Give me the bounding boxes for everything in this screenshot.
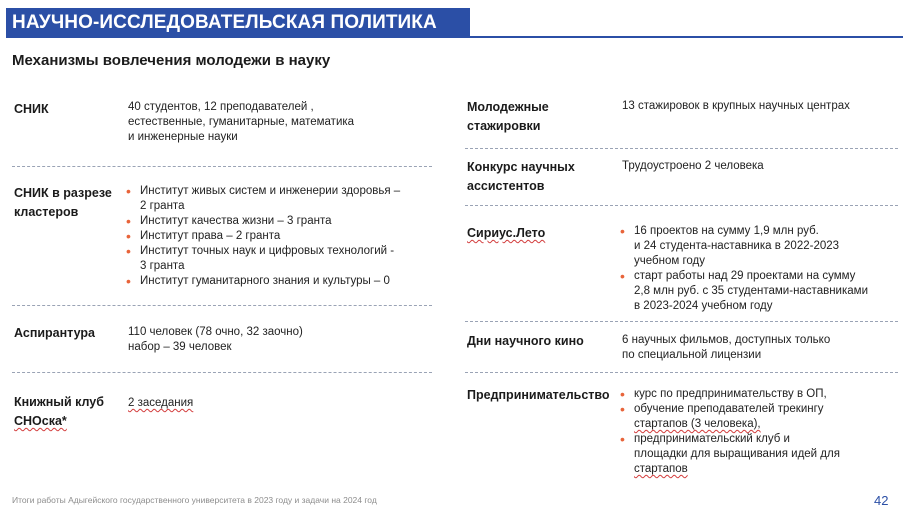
value-line: 6 научных фильмов, доступных только: [622, 334, 831, 346]
list-item-text: стартапов: [634, 463, 688, 475]
divider: [12, 305, 432, 306]
page-title: НАУЧНО-ИССЛЕДОВАТЕЛЬСКАЯ ПОЛИТИКА: [12, 12, 437, 33]
divider: [12, 372, 432, 373]
label-line: ассистентов: [467, 179, 545, 193]
label-line: Молодежные: [467, 100, 549, 114]
value-line: 110 человек (78 очно, 32 заочно): [128, 326, 303, 338]
snik-value-line: естественные, гуманитарные, математика: [128, 116, 355, 128]
section-subtitle: Механизмы вовлечения молодежи в науку: [12, 52, 331, 69]
aspirantura-value: [128, 325, 303, 355]
aspirantura-label: Аспирантура: [14, 326, 95, 340]
label-line: стажировки: [467, 119, 541, 133]
label-line: Книжный клуб: [14, 395, 104, 409]
label-line: СНОска*: [14, 414, 67, 428]
list-item-line: [634, 417, 840, 432]
snik-clusters-label: [14, 184, 112, 222]
entrepreneurship-label: Предпринимательство: [467, 388, 610, 402]
label-line: Конкурс научных: [467, 160, 575, 174]
list-item: [620, 387, 840, 402]
list-item-line: учебном году: [634, 255, 705, 267]
sirius-list: [620, 224, 868, 314]
list-item-line: в 2023-2024 учебном году: [634, 300, 773, 312]
list-item: [126, 184, 400, 214]
list-item: [620, 402, 840, 432]
book-club-value: [128, 396, 193, 411]
assistants-label: [467, 158, 575, 196]
list-item: [620, 432, 840, 477]
internships-value: 13 стажировок в крупных научных центрах: [622, 100, 850, 112]
list-item-line: 2 гранта: [140, 200, 185, 212]
list-item: [126, 214, 400, 229]
divider: [465, 205, 898, 206]
list-item-line: и 24 студента-наставника в 2022-2023: [634, 240, 840, 252]
title-underline: [470, 36, 903, 38]
value-line: набор – 39 человек: [128, 341, 232, 353]
divider: [465, 372, 898, 373]
list-item-line: • обучение преподавателей трекингу: [634, 403, 824, 415]
list-item-line: • Институт гуманитарного знания и культуры – 0: [140, 275, 390, 287]
sirius-label: [467, 224, 545, 243]
list-item-line: • старт работы над 29 проектами на сумму: [634, 270, 856, 282]
divider: [12, 166, 432, 167]
label-line: кластеров: [14, 205, 79, 219]
snik-label: СНИК: [14, 102, 49, 116]
list-item: [620, 224, 868, 269]
label-text: Сириус.Лето: [467, 226, 546, 240]
list-item-line: [634, 462, 840, 477]
list-item: [126, 274, 400, 289]
list-item-line: 2,8 млн руб. с 35 студентами-наставниками: [634, 285, 868, 297]
list-item-line: площадки для выращивания идей для: [634, 448, 840, 460]
list-item-line: • 16 проектов на сумму 1,9 млн руб.: [634, 225, 819, 237]
label-line: СНИК в разрезе: [14, 186, 112, 200]
list-item-line: • Институт права – 2 гранта: [140, 230, 281, 242]
list-item: [126, 244, 400, 274]
list-item-line: • курс по предпринимательству в ОП,: [634, 388, 827, 400]
footer-caption: Итоги работы Адыгейского государственного университета в 2023 году и задачи на 2024 год: [12, 495, 377, 505]
assistants-value: Трудоустроено 2 человека: [622, 160, 764, 172]
divider: [465, 148, 898, 149]
list-item-text: стартапов (3 человека),: [634, 418, 761, 430]
list-item: [620, 269, 868, 314]
list-item-line: • предпринимательский клуб и: [634, 433, 790, 445]
value-line: по специальной лицензии: [622, 349, 762, 361]
snik-value: [128, 100, 354, 145]
list-item-line: • Институт точных наук и цифровых технологий -: [140, 245, 395, 257]
divider: [465, 321, 898, 322]
book-club-label: [14, 393, 104, 431]
snik-clusters-list: [126, 184, 400, 289]
page-number: 42: [874, 493, 889, 508]
snik-value-line: 40 студентов, 12 преподавателей ,: [128, 101, 314, 113]
entrepreneurship-list: [620, 387, 840, 477]
internships-label: [467, 98, 549, 136]
snik-value-line: и инженерные науки: [128, 131, 238, 143]
list-item-line: • Институт качества жизни – 3 гранта: [140, 215, 332, 227]
list-item: [126, 229, 400, 244]
film-days-value: [622, 333, 830, 363]
list-item-line: 3 гранта: [140, 260, 185, 272]
value-text: 2 заседания: [128, 397, 194, 409]
film-days-label: Дни научного кино: [467, 334, 584, 348]
list-item-line: • Институт живых систем и инженерии здоровья –: [140, 185, 401, 197]
